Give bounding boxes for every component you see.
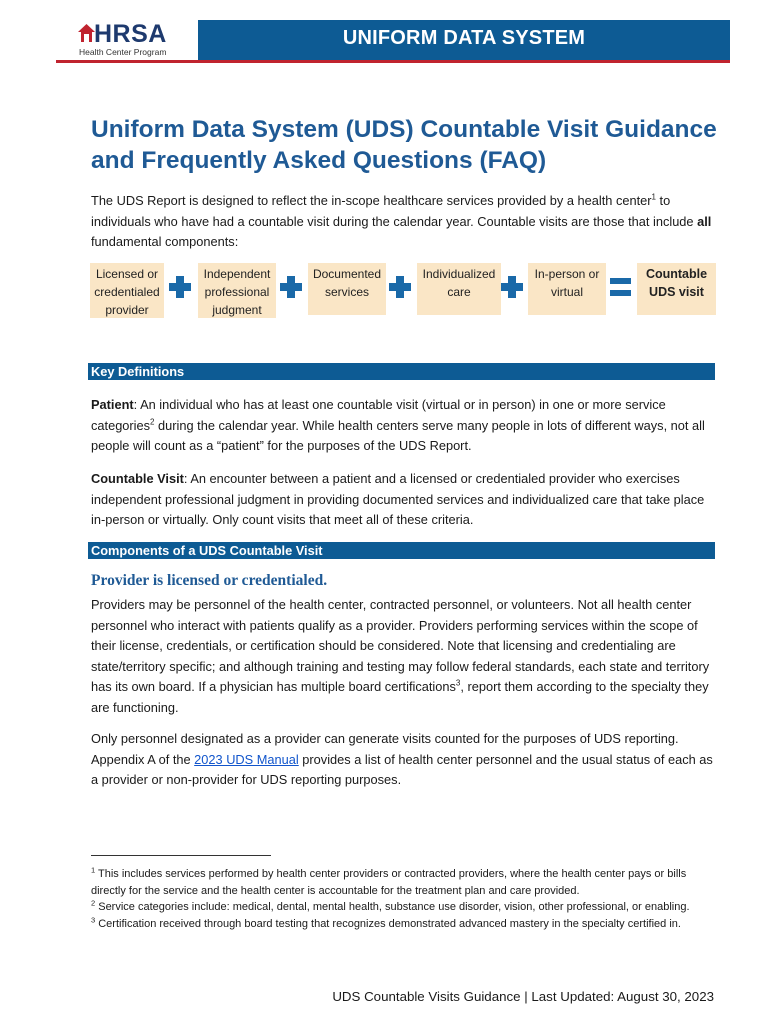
house-icon <box>78 24 95 42</box>
component-line: In-person or <box>534 267 600 281</box>
footnote-number: 3 <box>91 914 96 924</box>
uds-manual-link[interactable]: 2023 UDS Manual <box>194 751 299 767</box>
plus-icon <box>501 276 523 298</box>
page-title: Uniform Data System (UDS) Countable Visit Guidance and Frequently Asked Questions (FAQ) <box>91 116 717 174</box>
header-divider <box>56 60 730 63</box>
intro-text-3: fundamental components: <box>91 234 239 249</box>
component-in-person-virtual <box>528 263 606 315</box>
personnel-text-2: provides a list of health center personnel and the usual status of each as a provider or non-provider for UDS reporting purposes. <box>91 751 713 787</box>
hrsa-logo <box>78 22 188 58</box>
footnote-divider <box>91 855 271 856</box>
component-licensed-provider <box>90 263 164 318</box>
component-line: services <box>324 285 369 299</box>
banner-title: UNIFORM DATA SYSTEM <box>342 27 586 49</box>
footnote-ref[interactable]: 3 <box>455 678 461 688</box>
footnote-number: 1 <box>91 865 96 875</box>
patient-term: Patient <box>91 397 134 412</box>
footnote-1 <box>91 866 716 899</box>
provider-text-1: Providers may be personnel of the health center, contracted personnel, or volunteers. Not all health center personnel who interact with patients qualify as a provider. Providers performing services within the scope of their license, credentials, or certification should be considered. Note that licensing and credentialing are state/territory specific; and although training and testing may follow federal standards, each state and territory has its own board. If a physician has multiple board certifications <box>91 597 710 694</box>
page-footer: UDS Countable Visits Guidance | Last Updated: August 30, 2023 <box>332 989 714 1004</box>
footnotes <box>91 866 716 932</box>
subheading-provider-licensed: Provider is licensed or credentialed. <box>91 572 328 589</box>
visit-term: Countable Visit <box>91 471 184 486</box>
component-line: judgment <box>212 303 262 317</box>
footnote-3 <box>91 916 716 933</box>
result-countable-visit <box>637 263 716 315</box>
component-individualized-care <box>417 263 501 315</box>
footnote-text: Certification received through board testing that recognizes demonstrated advanced mastery in the specialty certified in. <box>95 917 681 930</box>
component-line: professional <box>204 285 270 299</box>
logo-wordmark: HRSA <box>94 20 167 48</box>
footnote-text: This includes services performed by health center providers or contracted providers, where the health center pays or bills directly for the service and the health center is accountable for the treatment plan and care provided. <box>91 868 687 897</box>
patient-text-1: : An individual who has at least one countable visit (virtual or in person) in one or more service categories <box>91 397 666 433</box>
footnote-number: 2 <box>91 898 96 908</box>
component-line: provider <box>105 303 149 317</box>
component-line: Individualized <box>422 267 496 281</box>
section-heading-key-definitions: Key Definitions <box>88 363 715 380</box>
footnote-2 <box>91 899 716 916</box>
intro-bold: all <box>697 213 712 229</box>
component-documented-services <box>308 263 386 315</box>
footnote-ref[interactable]: 2 <box>150 417 155 427</box>
plus-icon <box>389 276 411 298</box>
logo-subtitle: Health Center Program <box>79 47 167 57</box>
countable-visit-definition <box>91 469 721 531</box>
component-line: Documented <box>312 267 382 281</box>
component-line: Licensed or <box>95 267 159 281</box>
visit-text: : An encounter between a patient and a licensed or credentialed provider who exercises independent professional judgment in providing documented services and individualized care that take place in-person or virtually. Only count visits that meet all of these criteria. <box>91 471 705 527</box>
component-independent-judgment <box>198 263 276 318</box>
footnote-ref[interactable]: 1 <box>651 192 656 202</box>
header-banner <box>198 20 730 60</box>
provider-paragraph <box>91 595 721 718</box>
patient-text-2: during the calendar year. While health centers serve many people in lots of different ways, not all people will count as a “patient” for the purposes of the UDS Report. <box>91 417 705 453</box>
plus-icon <box>169 276 191 298</box>
result-line: UDS visit <box>649 285 704 299</box>
personnel-text-1: Only personnel designated as a provider can generate visits counted for the purposes of UDS reporting. Appendix A of the <box>91 731 679 767</box>
component-line: care <box>447 285 471 299</box>
provider-text-2: , report them according to the specialty they are functioning. <box>91 679 709 715</box>
intro-text-1: The UDS Report is designed to reflect the in-scope healthcare services provided by a health center <box>91 193 652 208</box>
equals-icon <box>610 278 631 296</box>
component-line: Independent <box>203 267 271 281</box>
plus-icon <box>280 276 302 298</box>
component-line: virtual <box>550 285 583 299</box>
personnel-paragraph <box>91 729 721 791</box>
component-line: credentialed <box>94 285 160 299</box>
footnote-text: Service categories include: medical, dental, mental health, substance use disorder, vision, other professional, or enabling. <box>95 901 690 913</box>
intro-text-2: to individuals who have had a countable visit during the calendar year. Countable visits are those that include <box>91 193 698 229</box>
patient-definition <box>91 395 721 457</box>
section-heading-components: Components of a UDS Countable Visit <box>88 542 715 559</box>
result-line: Countable <box>645 267 708 281</box>
intro-paragraph <box>91 191 721 253</box>
